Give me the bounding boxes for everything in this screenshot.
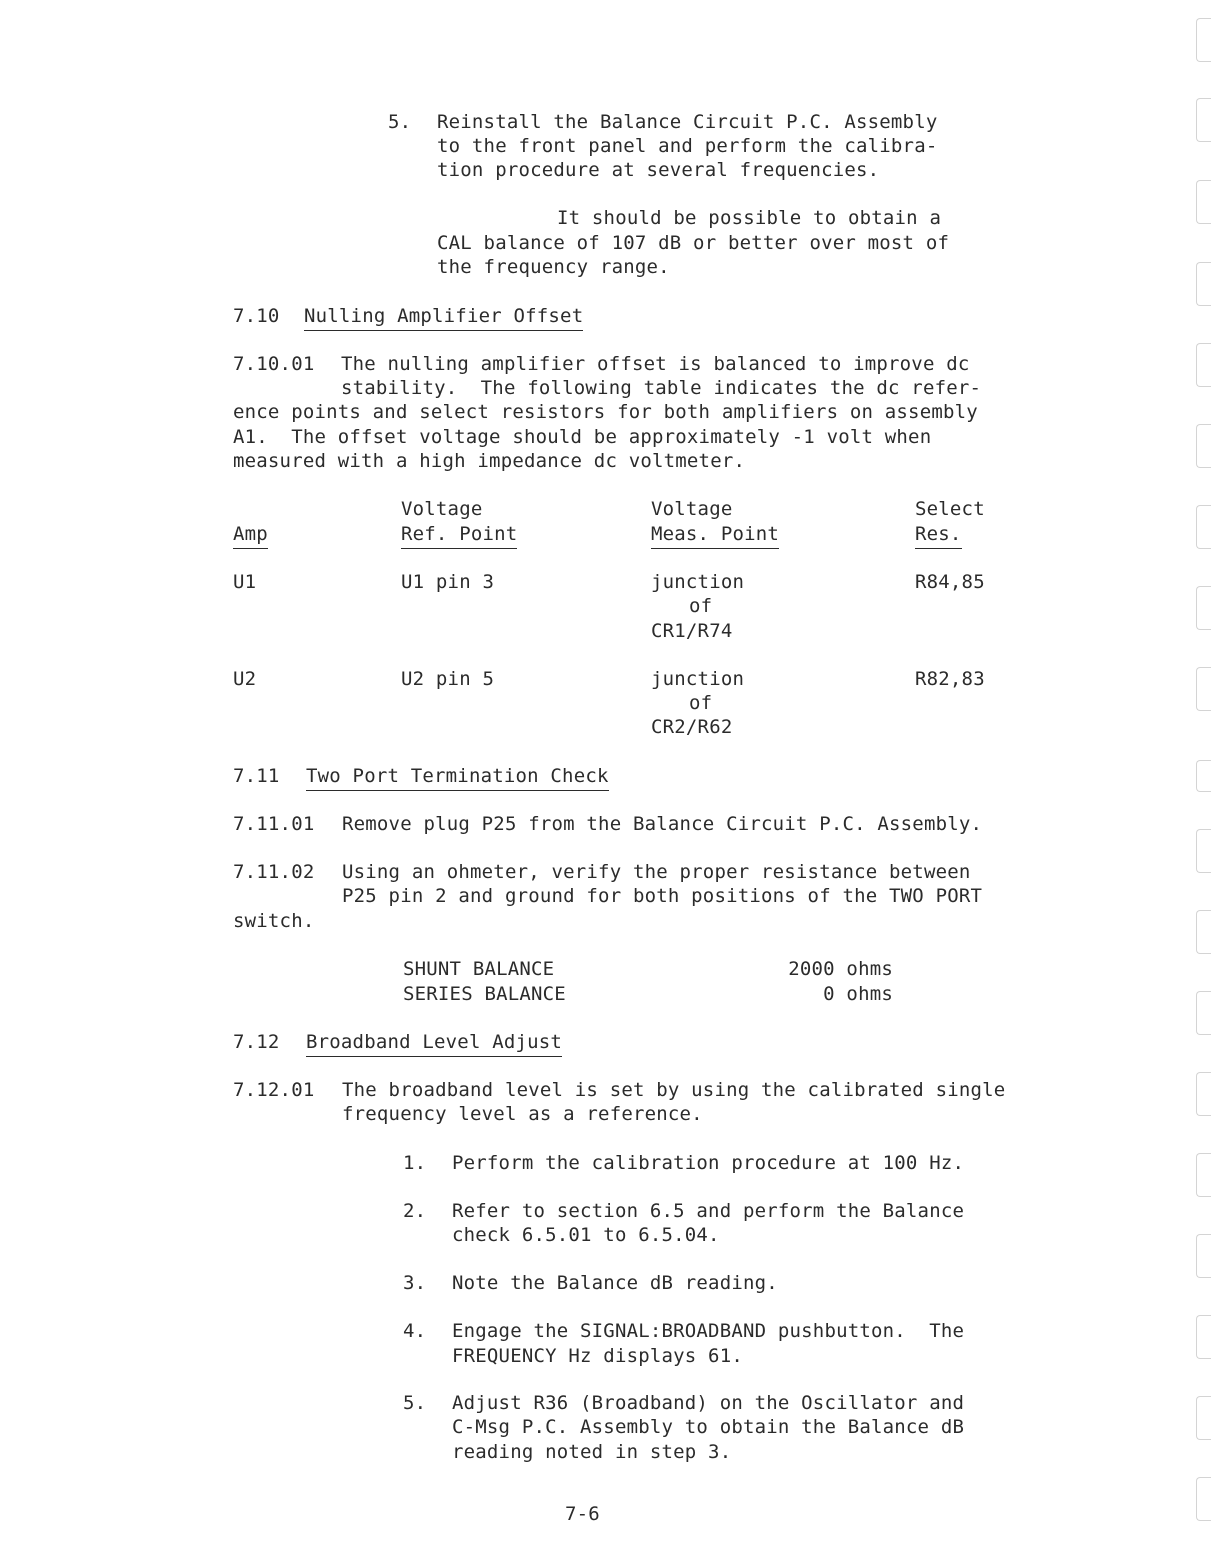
step-number: 5. — [403, 1392, 427, 1414]
step-number: 3. — [403, 1272, 427, 1294]
step-text-line: FREQUENCY Hz displays 61. — [452, 1345, 743, 1367]
step-text-line: check 6.5.01 to 6.5.04. — [452, 1224, 720, 1246]
paragraph-line: The nulling amplifier offset is balanced to improve dc — [341, 353, 970, 375]
section-title: Nulling Amplifier Offset — [304, 304, 583, 331]
resistance-position: SHUNT BALANCE — [403, 958, 555, 980]
resistance-value: 2000 ohms — [788, 958, 893, 980]
note-line: It should be possible to obtain a — [557, 207, 942, 229]
table-cell-meas: CR1/R74 — [651, 620, 733, 642]
page-number: 7-6 — [565, 1503, 600, 1525]
binder-mark — [1196, 262, 1211, 306]
binder-mark — [1196, 343, 1211, 387]
step-number: 2. — [403, 1200, 427, 1222]
paragraph-number: 7.10.01 — [233, 353, 315, 375]
paragraph-line: measured with a high impedance dc voltmeter. — [233, 450, 746, 472]
paragraph-line: switch. — [233, 910, 315, 932]
binder-mark — [1196, 180, 1211, 224]
step-text-line: Perform the calibration procedure at 100 Hz. — [452, 1152, 965, 1174]
paragraph-line: The broadband level is set by using the calibrated single — [342, 1079, 1006, 1101]
binder-mark — [1196, 1072, 1211, 1116]
section-number: 7.12 — [233, 1031, 280, 1053]
step-number: 5. — [388, 111, 412, 133]
binder-mark — [1196, 667, 1211, 711]
step-text-line: C-Msg P.C. Assembly to obtain the Balance dB — [452, 1416, 965, 1438]
table-header-ref: Ref. Point — [401, 522, 517, 549]
table-cell-res: R84,85 — [915, 571, 985, 593]
table-cell-ref: U2 pin 5 — [401, 668, 495, 690]
binder-mark — [1196, 98, 1211, 142]
table-header-res: Res. — [915, 522, 962, 549]
paragraph-line: frequency level as a reference. — [342, 1103, 703, 1125]
table-cell-res: R82,83 — [915, 668, 985, 690]
section-number: 7.10 — [233, 305, 280, 327]
paragraph-line: A1. The offset voltage should be approximately -1 volt when — [233, 426, 932, 448]
step-text-line: Engage the SIGNAL:BROADBAND pushbutton. The — [452, 1320, 965, 1342]
binder-mark — [1196, 829, 1211, 873]
paragraph-line: P25 pin 2 and ground for both positions of the TWO PORT — [342, 885, 983, 907]
table-header-amp: Amp — [233, 522, 268, 549]
step-text-line: Reinstall the Balance Circuit P.C. Assembly — [437, 111, 938, 133]
step-text-line: Refer to section 6.5 and perform the Balance — [452, 1200, 965, 1222]
binder-mark — [1196, 1477, 1211, 1521]
note-line: CAL balance of 107 dB or better over most of — [437, 232, 950, 254]
table-cell-meas: of — [689, 595, 713, 617]
binder-mark — [1196, 1315, 1211, 1359]
section-title: Two Port Termination Check — [306, 764, 609, 791]
step-text-line: reading noted in step 3. — [452, 1441, 732, 1463]
binder-mark — [1196, 760, 1211, 792]
table-cell-meas: junction — [651, 571, 745, 593]
binder-mark — [1196, 505, 1211, 549]
paragraph-line: stability. The following table indicates the dc refer- — [341, 377, 982, 399]
step-text-line: Note the Balance dB reading. — [452, 1272, 778, 1294]
paragraph-line: Remove plug P25 from the Balance Circuit P.C. Assembly. — [342, 813, 983, 835]
resistance-value: 0 ohms — [823, 983, 893, 1005]
paragraph-number: 7.12.01 — [233, 1079, 315, 1101]
binder-mark — [1196, 1396, 1211, 1440]
paragraph-number: 7.11.02 — [233, 861, 315, 883]
resistance-position: SERIES BALANCE — [403, 983, 566, 1005]
table-cell-meas: junction — [651, 668, 745, 690]
table-header-top: Select — [915, 498, 985, 520]
section-number: 7.11 — [233, 765, 280, 787]
table-cell-amp: U2 — [233, 668, 257, 690]
table-header-meas: Meas. Point — [651, 522, 779, 549]
step-number: 4. — [403, 1320, 427, 1342]
step-text-line: to the front panel and perform the calibra- — [437, 135, 938, 157]
binder-mark — [1196, 1153, 1211, 1197]
binder-mark — [1196, 1234, 1211, 1278]
binder-mark — [1196, 910, 1211, 954]
table-header-top: Voltage — [401, 498, 483, 520]
section-title: Broadband Level Adjust — [306, 1030, 562, 1057]
table-cell-ref: U1 pin 3 — [401, 571, 495, 593]
step-number: 1. — [403, 1152, 427, 1174]
table-cell-meas: of — [689, 692, 713, 714]
binder-mark — [1196, 991, 1211, 1035]
paragraph-line: ence points and select resistors for both amplifiers on assembly — [233, 401, 978, 423]
table-cell-meas: CR2/R62 — [651, 716, 733, 738]
binder-mark — [1196, 18, 1211, 62]
note-line: the frequency range. — [437, 256, 670, 278]
paragraph-line: Using an ohmeter, verify the proper resistance between — [342, 861, 971, 883]
binder-mark — [1196, 586, 1211, 630]
step-text-line: Adjust R36 (Broadband) on the Oscillator and — [452, 1392, 965, 1414]
binder-mark — [1196, 424, 1211, 468]
paragraph-number: 7.11.01 — [233, 813, 315, 835]
step-text-line: tion procedure at several frequencies. — [437, 159, 880, 181]
table-header-top: Voltage — [651, 498, 733, 520]
table-cell-amp: U1 — [233, 571, 257, 593]
